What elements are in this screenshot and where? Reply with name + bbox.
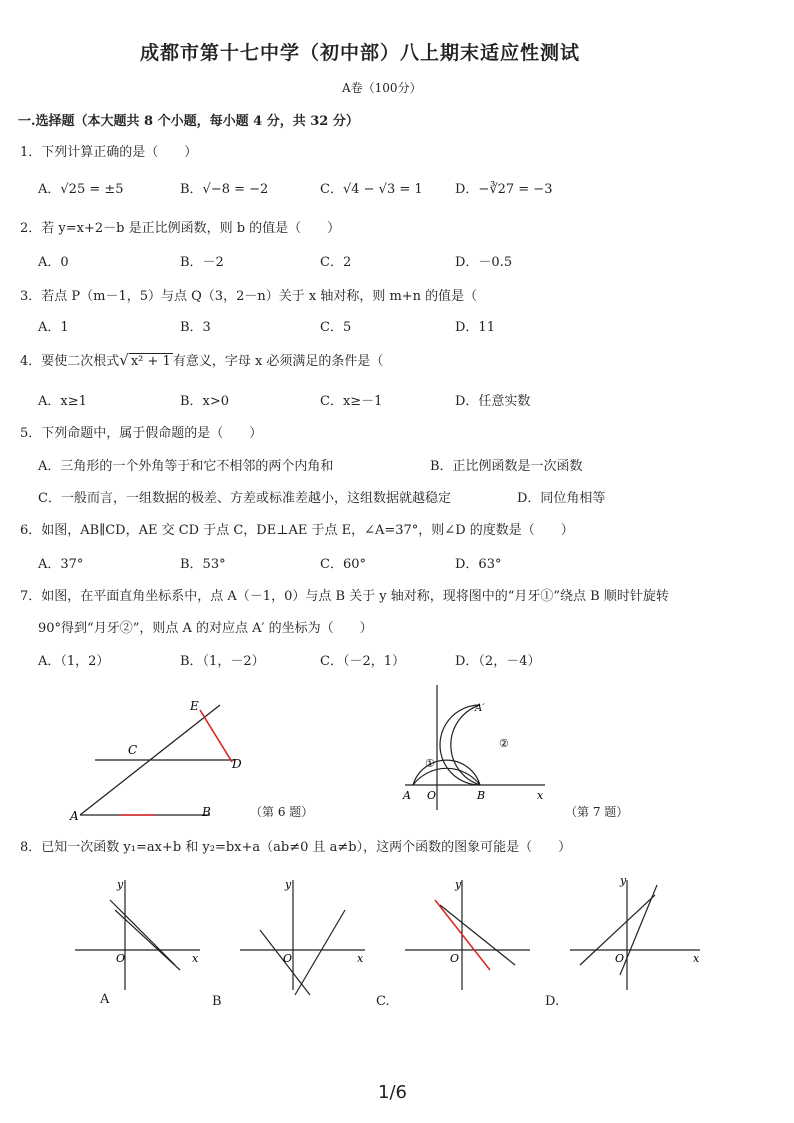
- q1-stem: 1．下列计算正确的是（ ）: [20, 145, 198, 160]
- q2-option-c: C．2: [320, 255, 352, 270]
- figure-7-caption: （第 7 题）: [565, 805, 629, 819]
- label-b: B: [202, 805, 211, 819]
- label-a: A: [70, 809, 79, 823]
- q1-option-b: B．√−8 = −2: [180, 182, 269, 197]
- q3-option-a: A．1: [38, 320, 69, 335]
- q7-option-a: A．（1，2）: [38, 654, 110, 669]
- label-x: x: [537, 789, 544, 802]
- q8-option-d: D.: [545, 994, 560, 1009]
- q4-option-d: D．任意实数: [455, 394, 531, 409]
- q5-option-c: C．一般而言，一组数据的极差、方差或标准差越小，这组数据就越稳定: [38, 491, 451, 506]
- label-b: B: [477, 789, 486, 802]
- q7-stem-line2: 90°得到“月牙②”，则点 A 的对应点 A′ 的坐标为（ ）: [38, 621, 373, 636]
- label-e: E: [190, 699, 199, 713]
- q4-stem: [20, 350, 383, 369]
- segment-ed: [200, 710, 232, 762]
- q4-stem-start: 4．要使二次根式: [20, 354, 120, 369]
- graph-a: [70, 870, 210, 1010]
- q7-option-d: D．（2，－4）: [455, 654, 541, 669]
- figure-7: [395, 675, 555, 815]
- q3-stem: 3．若点 P（m－1，5）与点 Q（3，2－n）关于 x 轴对称，则 m+n 的值是（: [20, 289, 478, 304]
- graph-d: [565, 870, 705, 1010]
- q7-option-b: B．（1，－2）: [180, 654, 265, 669]
- q8-option-b: B: [212, 994, 222, 1009]
- q4-radical: √: [119, 351, 129, 369]
- q5-option-a: A．三角形的一个外角等于和它不相邻的两个内角和: [38, 459, 334, 474]
- label-x: x: [357, 952, 364, 965]
- label-one: ①: [425, 757, 435, 770]
- q8-stem: 8．已知一次函数 y₁=ax+b 和 y₂=bx+a（ab≠0 且 a≠b），这两个函数的图象可能是（ ）: [20, 840, 572, 855]
- q5-option-d: D．同位角相等: [517, 491, 606, 506]
- q8-option-c: C.: [376, 994, 390, 1009]
- graph-c: [400, 870, 540, 1010]
- figure-6-caption: （第 6 题）: [250, 805, 314, 819]
- q4-stem-end: 有意义，字母 x 必须满足的条件是（: [172, 354, 384, 369]
- label-o: O: [615, 952, 625, 965]
- label-two: ②: [499, 737, 509, 750]
- q7-stem-line1: 7．如图，在平面直角坐标系中，点 A（－1，0）与点 B 关于 y 轴对称，现将图中的“月牙①”绕点 B 顺时针旋转: [20, 589, 669, 604]
- q6-stem: 6．如图，AB∥CD，AE 交 CD 于点 C，DE⊥AE 于点 E，∠A=37°，则∠D 的度数是（ ）: [20, 523, 574, 538]
- q2-option-a: A．0: [38, 255, 69, 270]
- q4-option-c: C．x≥－1: [320, 394, 383, 409]
- q5-option-b: B．正比例函数是一次函数: [430, 459, 583, 474]
- page-title: 成都市第十七中学（初中部）八上期末适应性测试: [140, 42, 581, 64]
- label-o: O: [450, 952, 460, 965]
- section-heading: 一.选择题（本大题共 8 个小题，每小题 4 分，共 32 分）: [18, 114, 359, 129]
- label-y: y: [285, 878, 292, 891]
- q5-stem: 5．下列命题中，属于假命题的是（ ）: [20, 426, 263, 441]
- q1-option-a: A．√25 = ±5: [38, 182, 124, 197]
- page-number: 1/6: [378, 1082, 407, 1103]
- q2-option-d: D．－0.5: [455, 255, 513, 270]
- q8-option-a: A: [100, 992, 110, 1007]
- label-a-prime: A′: [475, 703, 485, 714]
- line-2: [295, 910, 345, 995]
- label-y: y: [620, 874, 627, 887]
- label-o: O: [283, 952, 293, 965]
- label-a: A: [403, 789, 411, 802]
- q4-option-a: A．x≥1: [38, 394, 87, 409]
- crescent-1: [413, 760, 480, 785]
- q2-option-b: B．－2: [180, 255, 224, 270]
- label-y: y: [117, 878, 124, 891]
- label-x: x: [192, 952, 199, 965]
- q3-option-c: C．5: [320, 320, 352, 335]
- q6-option-d: D．63°: [455, 557, 502, 572]
- label-c: C: [128, 743, 138, 757]
- label-y: y: [455, 878, 462, 891]
- q3-option-b: B．3: [180, 320, 211, 335]
- volume-label: A卷（100分）: [342, 81, 422, 95]
- q2-stem: 2．若 y=x+2－b 是正比例函数，则 b 的值是（ ）: [20, 221, 341, 236]
- label-o: O: [116, 952, 126, 965]
- q6-option-b: B．53°: [180, 557, 226, 572]
- label-d: D: [232, 757, 242, 771]
- q4-radicand: x² + 1: [130, 354, 171, 369]
- q1-option-c: C．√4 − √3 = 1: [320, 182, 423, 197]
- q6-option-a: A．37°: [38, 557, 84, 572]
- q1-option-d: D．−∛27 = −3: [455, 182, 553, 197]
- label-x: x: [693, 952, 700, 965]
- label-o: O: [427, 789, 437, 802]
- q7-option-c: C．（－2，1）: [320, 654, 405, 669]
- line-2: [620, 885, 657, 975]
- q4-option-b: B．x>0: [180, 394, 230, 409]
- q3-option-d: D．11: [455, 320, 495, 335]
- q6-option-c: C．60°: [320, 557, 366, 572]
- graph-b: [235, 870, 375, 1010]
